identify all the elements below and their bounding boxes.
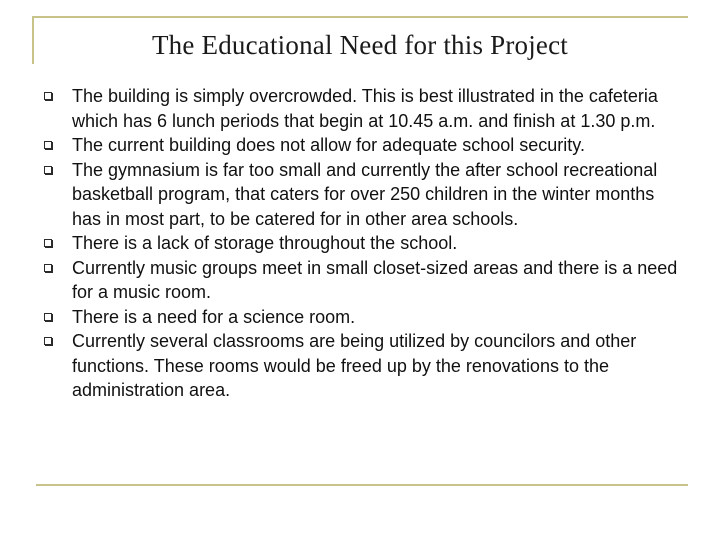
slide-title: The Educational Need for this Project <box>151 30 568 60</box>
bullet-item <box>40 158 688 232</box>
bullet-item <box>40 256 688 305</box>
square-bullet-icon <box>44 264 52 272</box>
square-bullet-icon <box>44 141 52 149</box>
bullet-text: The gymnasium is far too small and currently the after school recreational basketball program, that caters for over 250 children in the winter months has in most part, to be catered for in other area schools. <box>72 159 658 229</box>
bullet-text: The current building does not allow for adequate school security. <box>72 135 585 155</box>
bullet-item <box>40 231 688 256</box>
bullet-item <box>40 305 688 330</box>
square-bullet-icon <box>44 92 52 100</box>
bullet-item <box>40 133 688 158</box>
square-bullet-icon <box>44 239 52 247</box>
frame-bottom-rule <box>36 484 688 486</box>
frame-top-rule <box>32 16 688 18</box>
bullet-text: Currently music groups meet in small closet-sized areas and there is a need for a music room. <box>72 257 678 302</box>
bullet-list <box>40 84 688 403</box>
bullet-text: There is a need for a science room. <box>72 306 356 327</box>
bullet-item <box>40 84 688 133</box>
bullet-text: There is a lack of storage throughout the school. <box>72 233 458 253</box>
square-bullet-icon <box>44 166 52 174</box>
bullet-item <box>40 329 688 403</box>
bullet-text: The building is simply overcrowded. This is best illustrated in the cafeteria which has 6 lunch periods that begin at 10.45 a.m. and finish at 1.30 p.m. <box>72 86 658 131</box>
square-bullet-icon <box>44 313 52 321</box>
bullet-text: Currently several classrooms are being utilized by councilors and other functions. These rooms would be freed up by the renovations to the administration area. <box>72 331 637 400</box>
square-bullet-icon <box>44 337 52 345</box>
